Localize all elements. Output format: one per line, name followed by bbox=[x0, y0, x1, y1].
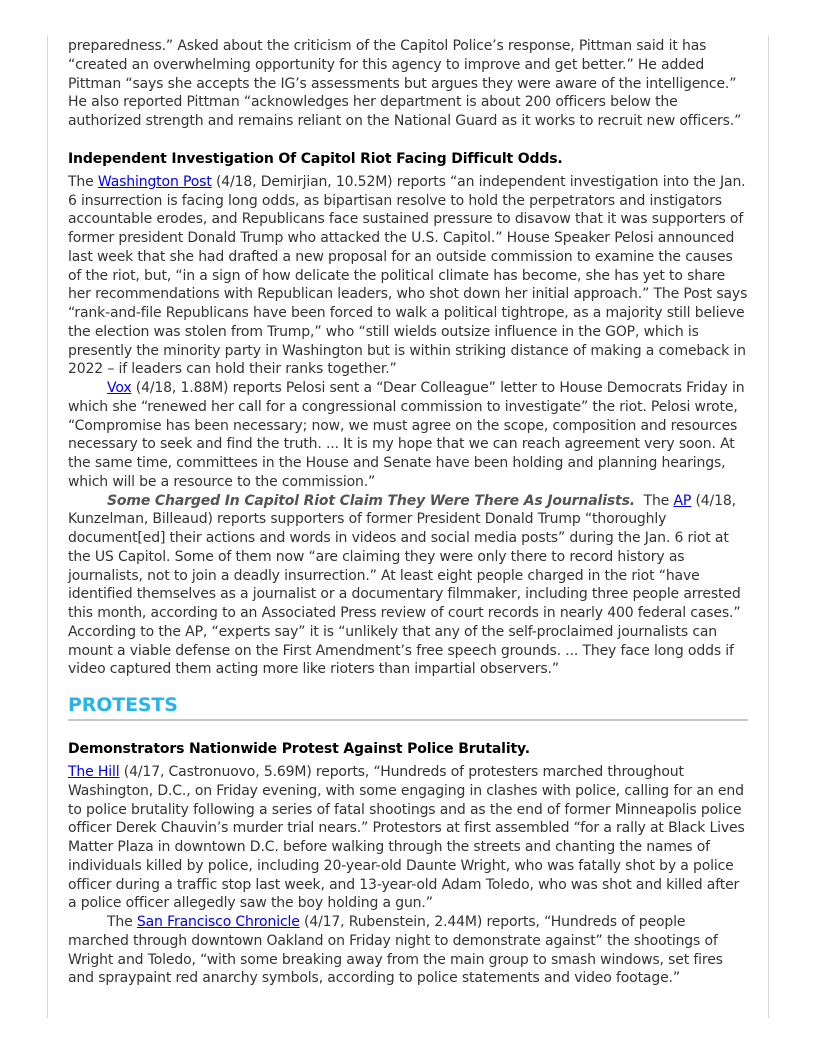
document-body bbox=[68, 37, 748, 988]
paragraph: Vox (4/18, 1.88M) reports Pelosi sent a “Dear Colleague” letter to House Democrats Friday in which she “renewed her call for a congressional commission to investigate” the riot. Pelosi wrote, “Compromise has been necessary; now, we must agree on the scope, composition and resources necessary to seek and find the truth. ... It is my hope that we can reach agreement very soon. At the same time, committees in the House and Senate have been holding and planning hearings, which will be a resource to the commission.” bbox=[68, 380, 745, 490]
source-link-sf-chronicle[interactable]: San Francisco Chronicle bbox=[136, 914, 300, 930]
section-heading: PROTESTS bbox=[68, 693, 748, 721]
paragraph: The San Francisco Chronicle (4/17, Rubenstein, 2.44M) reports, “Hundreds of people marched through downtown Oakland on Friday night to demonstrate against” the shootings of Wright and Toledo, “with some breaking away from the main group to smash windows, set fires and spraypaint red anarchy symbols, according to police statements and video footage.” bbox=[68, 914, 723, 987]
article-headline: Demonstrators Nationwide Protest Against Police Brutality. bbox=[68, 741, 530, 757]
paragraph: preparedness.” Asked about the criticism of the Capitol Police’s response, Pittman said it has “created an overwhelming opportunity for this agency to improve and get better.” He added Pittman “says she accepts the IG’s assessments but argues they were aware of the intelligence.” He also reported Pittman “acknowledges her department is about 200 officers below the authorized strength and remains reliant on the National Guard as it works to recruit new officers.” bbox=[68, 38, 742, 129]
paragraph: Some Charged In Capitol Riot Claim They Were There As Journalists. The AP (4/18, Kunzelman, Billeaud) reports supporters of former President Donald Trump “thoroughly document[ed] their actions and words in videos and social media posts” during the Jan. 6 riot at the US Capitol. Some of them now “are claiming they were only there to record history as journalists, not to join a deadly insurrection.” At least eight people charged in the riot “have identified themselves as a journalist or a documentary filmmaker, including three people arrested this month, according to an Associated Press review of court records in nearly 400 federal cases.” According to the AP, “experts say” it is “unlikely that any of the self-proclaimed journalists can mount a viable defense on the First Amendment’s free speech grounds. ... They face long odds if video captured them acting more like rioters than impartial observers.” bbox=[68, 492, 741, 678]
paragraph: The Hill (4/17, Castronuovo, 5.69M) reports, “Hundreds of protesters marched throughout Washington, D.C., on Friday evening, with some engaging in clashes with police, calling for an end to police brutality following a series of fatal shootings and as the end of former Minneapolis police officer Derek Chauvin’s murder trial nears.” Protestors at first assembled “for a rally at Black Lives Matter Plaza in downtown D.C. before walking through the streets and chanting the names of individuals killed by police, including 20-year-old Daunte Wright, who was fatally shot by a police officer during a traffic stop last week, and 13-year-old Adam Toledo, who was shot and killed after a police officer allegedly saw the boy holding a gun.” bbox=[68, 764, 745, 912]
paragraph: The Washington Post (4/18, Demirjian, 10.52M) reports “an independent investigation into the Jan. 6 insurrection is facing long odds, as bipartisan resolve to hold the perpetrators and instigators accountable erodes, and Republicans face sustained pressure to disavow that it was supporters of former president Donald Trump who attacked the U.S. Capitol.” House Speaker Pelosi announced last week that she had drafted a new proposal for an outside commission to examine the causes of the riot, but, “in a sign of how delicate the political climate has become, she has yet to share her recommendations with Republican leaders, who shot down her initial approach.” The Post says “rank-and-file Republicans have been forced to walk a political tightrope, as a majority still believe the election was stolen from Trump,” who “still wields outsize influence in the GOP, which is presently the minority party in Washington but is within striking distance of making a comeback in 2022 – if leaders can hold their ranks together.” bbox=[68, 173, 748, 378]
source-link-vox[interactable]: Vox bbox=[107, 380, 132, 396]
article-headline: Independent Investigation Of Capitol Riot Facing Difficult Odds. bbox=[68, 150, 563, 167]
source-link-the-hill[interactable]: The Hill bbox=[68, 764, 120, 780]
sub-headline: Some Charged In Capitol Riot Claim They Were There As Journalists. bbox=[107, 492, 635, 509]
source-link-ap[interactable]: AP bbox=[673, 492, 692, 509]
source-link-washington-post[interactable]: Washington Post bbox=[97, 173, 212, 190]
